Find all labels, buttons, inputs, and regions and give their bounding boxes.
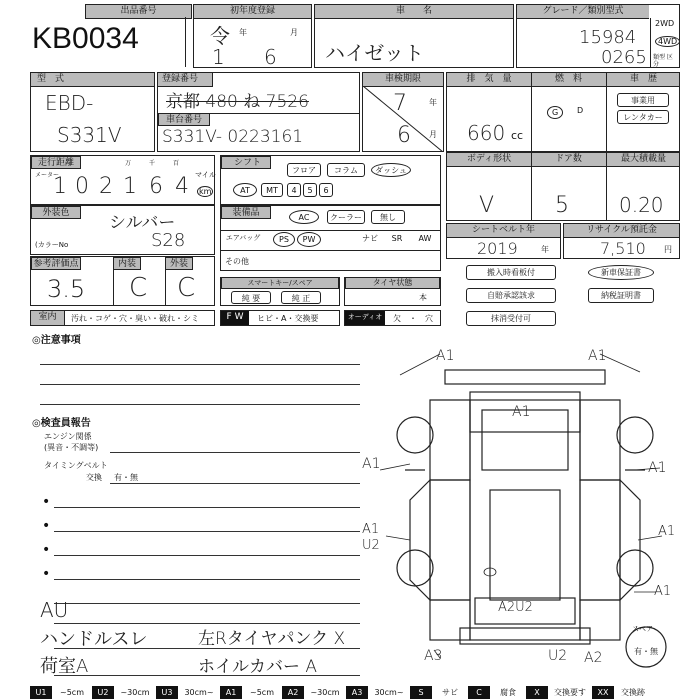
mark-a1-2: A1 <box>588 348 607 364</box>
seatbelt-box <box>446 223 561 259</box>
exterior-color-label: 外装色 <box>31 206 81 219</box>
mileage-label: 走行距離 <box>31 156 81 169</box>
smartkey-value2: 純 正 <box>281 291 321 304</box>
usage-jigyo: 事業用 <box>617 93 669 107</box>
body-type-label: ボディ形状 <box>447 153 532 166</box>
unit-man: 万 <box>125 160 132 167</box>
model-value: EBD- <box>45 91 94 115</box>
mark-a1-4: A1 <box>362 456 381 472</box>
inspection-box <box>362 72 444 152</box>
report-line-2: ハンドルスレ <box>40 629 148 650</box>
notes-title: ◎注意事項 <box>32 335 81 346</box>
mark-a1-6: A1 <box>362 522 380 537</box>
first-registration-box <box>193 4 312 68</box>
fuel-d: D <box>577 106 584 115</box>
mark-a1-3: A1 <box>512 404 531 420</box>
report-line-3: 荷室A <box>40 656 89 677</box>
legend-desc-u3: 30cm~ <box>184 688 214 697</box>
inspection-month-label: 月 <box>429 130 437 139</box>
shift-column: コラム <box>327 163 365 177</box>
tire-box <box>344 277 441 306</box>
mark-a3: A3 <box>424 648 443 664</box>
legend-code-x: X <box>526 686 548 699</box>
badge-model: 類型 区分 <box>653 54 673 68</box>
digit-2: 0 <box>75 174 89 199</box>
digit-5: 6 <box>149 174 163 199</box>
reg-month-value: 6 <box>264 45 277 69</box>
recycle-value: 7,510 <box>600 239 646 258</box>
interior-strip <box>30 310 215 326</box>
mile-label: マイル <box>195 171 216 179</box>
legend-bar <box>30 686 690 699</box>
legend-desc-s: サビ <box>442 688 458 697</box>
doc-tax: 納税証明書 <box>588 288 654 303</box>
equip-none: 無し <box>371 210 405 224</box>
shift-6: 6 <box>319 183 333 197</box>
fw-strip <box>220 310 340 326</box>
equip-other: その他 <box>225 257 249 266</box>
mark-a2u2: A2U2 <box>498 600 533 615</box>
doc-jibai: 自賠承認該求 <box>466 288 556 303</box>
shift-4: 4 <box>287 183 301 197</box>
digit-4: 1 <box>123 174 137 199</box>
recycle-label: リサイクル預託金 <box>564 224 679 238</box>
timing-label: タイミングベルト <box>44 461 108 470</box>
score-int-label: 内装 <box>113 257 141 270</box>
legend-desc-xx: 交換跡 <box>621 688 645 697</box>
seatbelt-value: 2019 <box>477 239 518 258</box>
max-load-value: 0.20 <box>619 193 664 217</box>
doc-warranty: 新車保証書 <box>588 265 654 280</box>
score-interior: C <box>129 273 148 303</box>
shift-at: AT <box>233 183 257 197</box>
equip-airbag: エアバッグ <box>225 234 261 242</box>
exchange-yes-no: 有・無 <box>114 473 138 482</box>
first-registration-label: 初年度登録 <box>194 5 311 19</box>
digit-6: 4 <box>175 174 189 199</box>
mark-a1-5: A1 <box>648 460 667 476</box>
audio-value: 欠 ・ 穴 <box>393 314 433 323</box>
exchange-label: 交換 <box>86 473 102 482</box>
inspection-year-label: 年 <box>429 98 437 107</box>
km-label: km <box>199 187 212 196</box>
mark-a2: A2 <box>584 650 603 666</box>
displacement-value: 660 <box>467 121 506 145</box>
exterior-color-value: シルバー <box>109 213 176 233</box>
digit-3: 2 <box>99 174 113 199</box>
body-type-value: V <box>479 193 495 218</box>
shift-floor: フロア <box>287 163 321 177</box>
equip-ac: AC <box>289 210 319 224</box>
digit-1: 1 <box>53 174 67 199</box>
shift-dash: ダッシュ <box>371 163 411 177</box>
legend-code-a3: A3 <box>346 686 368 699</box>
era-year-value: 1 <box>212 45 225 69</box>
mileage-box <box>30 155 215 205</box>
color-code-label: (カラーNo <box>35 241 69 249</box>
equip-cooler: クーラー <box>327 210 365 224</box>
grade-box <box>516 4 680 68</box>
grade-value2: 0265 <box>601 47 647 68</box>
badge-2wd: 2WD <box>655 19 675 28</box>
mark-a1-9 <box>384 470 385 471</box>
interior-label: 室内 <box>31 311 65 325</box>
shift-mt: MT <box>261 183 283 197</box>
body-box <box>446 152 680 221</box>
registration-box <box>157 72 360 152</box>
inspection-label: 車検期限 <box>363 73 443 87</box>
mark-a1-1: A1 <box>436 348 455 364</box>
displacement-unit: cc <box>511 129 524 142</box>
legend-desc-u2: ~30cm <box>120 688 150 697</box>
doors-value: 5 <box>555 193 569 218</box>
inspector-title: ◎検査員報告 <box>32 418 91 429</box>
chassis-label: 車台番号 <box>158 113 210 126</box>
fuel-g: G <box>547 106 563 119</box>
legend-code-c: C <box>468 686 490 699</box>
usage-label: 車 歴 <box>629 74 657 84</box>
inspection-year: 7 <box>393 91 407 116</box>
engine-box <box>446 72 680 152</box>
recycle-unit: 円 <box>664 245 672 254</box>
score-total: 3.5 <box>47 275 86 303</box>
equip-ps: PS <box>273 232 295 247</box>
score-total-label: 参考評価点 <box>31 257 81 270</box>
exterior-color-box <box>30 205 215 255</box>
legend-code-u1: U1 <box>30 686 52 699</box>
mark-a1-8: A1 <box>654 584 672 599</box>
engine-sub: (異音・不調等) <box>44 443 99 452</box>
model-box <box>30 72 155 152</box>
fw-label: F W <box>221 311 249 325</box>
interior-value: 汚れ・コゲ・穴・臭い・破れ・シミ <box>71 314 199 323</box>
registration-value: 京都 480 ね 7526 <box>166 92 309 112</box>
equipment-box <box>220 205 441 271</box>
shift-5: 5 <box>303 183 317 197</box>
grade-label: グレード／類別型式 <box>517 5 649 19</box>
color-code-value: S28 <box>151 230 186 251</box>
legend-desc-a3: 30cm~ <box>374 688 404 697</box>
mark-a1-7: A1 <box>658 524 676 539</box>
seatbelt-label: シートベルト年 <box>447 224 560 238</box>
fw-value: ヒビ・A・交換要 <box>257 314 319 323</box>
lot-number-label: 出品番号 <box>85 4 192 19</box>
report-right-1: 左Rタイヤパンク X <box>198 629 346 649</box>
doc-massho: 抹消受付可 <box>466 311 556 326</box>
legend-desc-c: 腐食 <box>500 688 516 697</box>
legend-code-a1: A1 <box>220 686 242 699</box>
displacement-label: 排 気 量 <box>447 73 532 86</box>
equipment-label: 装備品 <box>221 206 271 219</box>
usage-rental: レンタカー <box>617 110 669 124</box>
equip-pw: PW <box>297 232 321 247</box>
chassis-value: S331V- 0223161 <box>162 127 304 147</box>
tire-label: タイヤ状態 <box>345 277 440 289</box>
era-value: 令 <box>210 24 230 48</box>
seatbelt-unit: 年 <box>541 245 549 254</box>
engine-label: エンジン関係 <box>44 432 92 441</box>
equip-aw: AW <box>418 234 432 243</box>
mark-u2-2: U2 <box>548 648 568 664</box>
legend-desc-u1: ~5cm <box>60 688 84 697</box>
mark-u2-1: U2 <box>362 538 380 553</box>
legend-code-s: S <box>410 686 432 699</box>
spare-label: スペア <box>632 625 653 633</box>
report-line-1: AU <box>40 598 69 622</box>
legend-code-u2: U2 <box>92 686 114 699</box>
legend-code-a2: A2 <box>282 686 304 699</box>
shift-label: シフト <box>221 156 271 169</box>
smartkey-label: スマートキー/スペア <box>221 277 339 289</box>
docs-box <box>446 261 680 328</box>
audio-strip <box>344 310 441 326</box>
shift-box <box>220 155 441 205</box>
lot-number-value: KB0034 <box>32 22 139 55</box>
legend-code-xx: XX <box>592 686 614 699</box>
legend-desc-x: 交換要す <box>554 688 586 697</box>
recycle-box <box>563 223 680 259</box>
grade-value1: 15984 <box>579 27 637 48</box>
max-load-label: 最大積載量 <box>620 154 666 164</box>
car-name-box <box>314 4 514 68</box>
month-label: 月 <box>290 28 298 37</box>
car-name-value: ハイゼット <box>325 41 424 65</box>
spare-value: 有・無 <box>634 647 658 656</box>
diagonal-strike <box>363 86 443 152</box>
unit-sen: 千 <box>149 160 156 167</box>
audio-label: オーディオ <box>345 311 385 325</box>
score-ext-label: 外装 <box>165 257 193 270</box>
inspection-month: 6 <box>397 123 411 148</box>
equip-navi: ナビ <box>362 234 378 243</box>
registration-label: 登録番号 <box>158 73 213 87</box>
doors-label: ドア数 <box>531 153 607 166</box>
car-name-label: 車 名 <box>315 5 513 19</box>
car-damage-diagram <box>370 340 690 670</box>
legend-desc-a2: ~30cm <box>310 688 340 697</box>
legend-code-u3: U3 <box>156 686 178 699</box>
lot-number-box <box>30 4 190 68</box>
report-right-2: ホイルカバー A <box>198 657 318 677</box>
model-code-value: S331V <box>57 123 122 147</box>
tire-value: 本 <box>419 293 427 302</box>
year-label: 年 <box>239 28 247 37</box>
score-exterior: C <box>177 273 196 303</box>
smartkey-box <box>220 277 340 306</box>
fuel-label: 燃 料 <box>531 73 607 86</box>
model-label: 型 式 <box>31 73 154 87</box>
legend-desc-a1: ~5cm <box>250 688 274 697</box>
meter-label: メーター <box>35 172 60 179</box>
unit-hyaku: 百 <box>173 160 180 167</box>
scores-box <box>30 256 215 306</box>
smartkey-value1: 純 要 <box>231 291 271 304</box>
equip-sr: SR <box>391 234 403 243</box>
badge-4wd: 4WD <box>655 36 680 47</box>
doc-kanban: 搬入時看板付 <box>466 265 556 280</box>
